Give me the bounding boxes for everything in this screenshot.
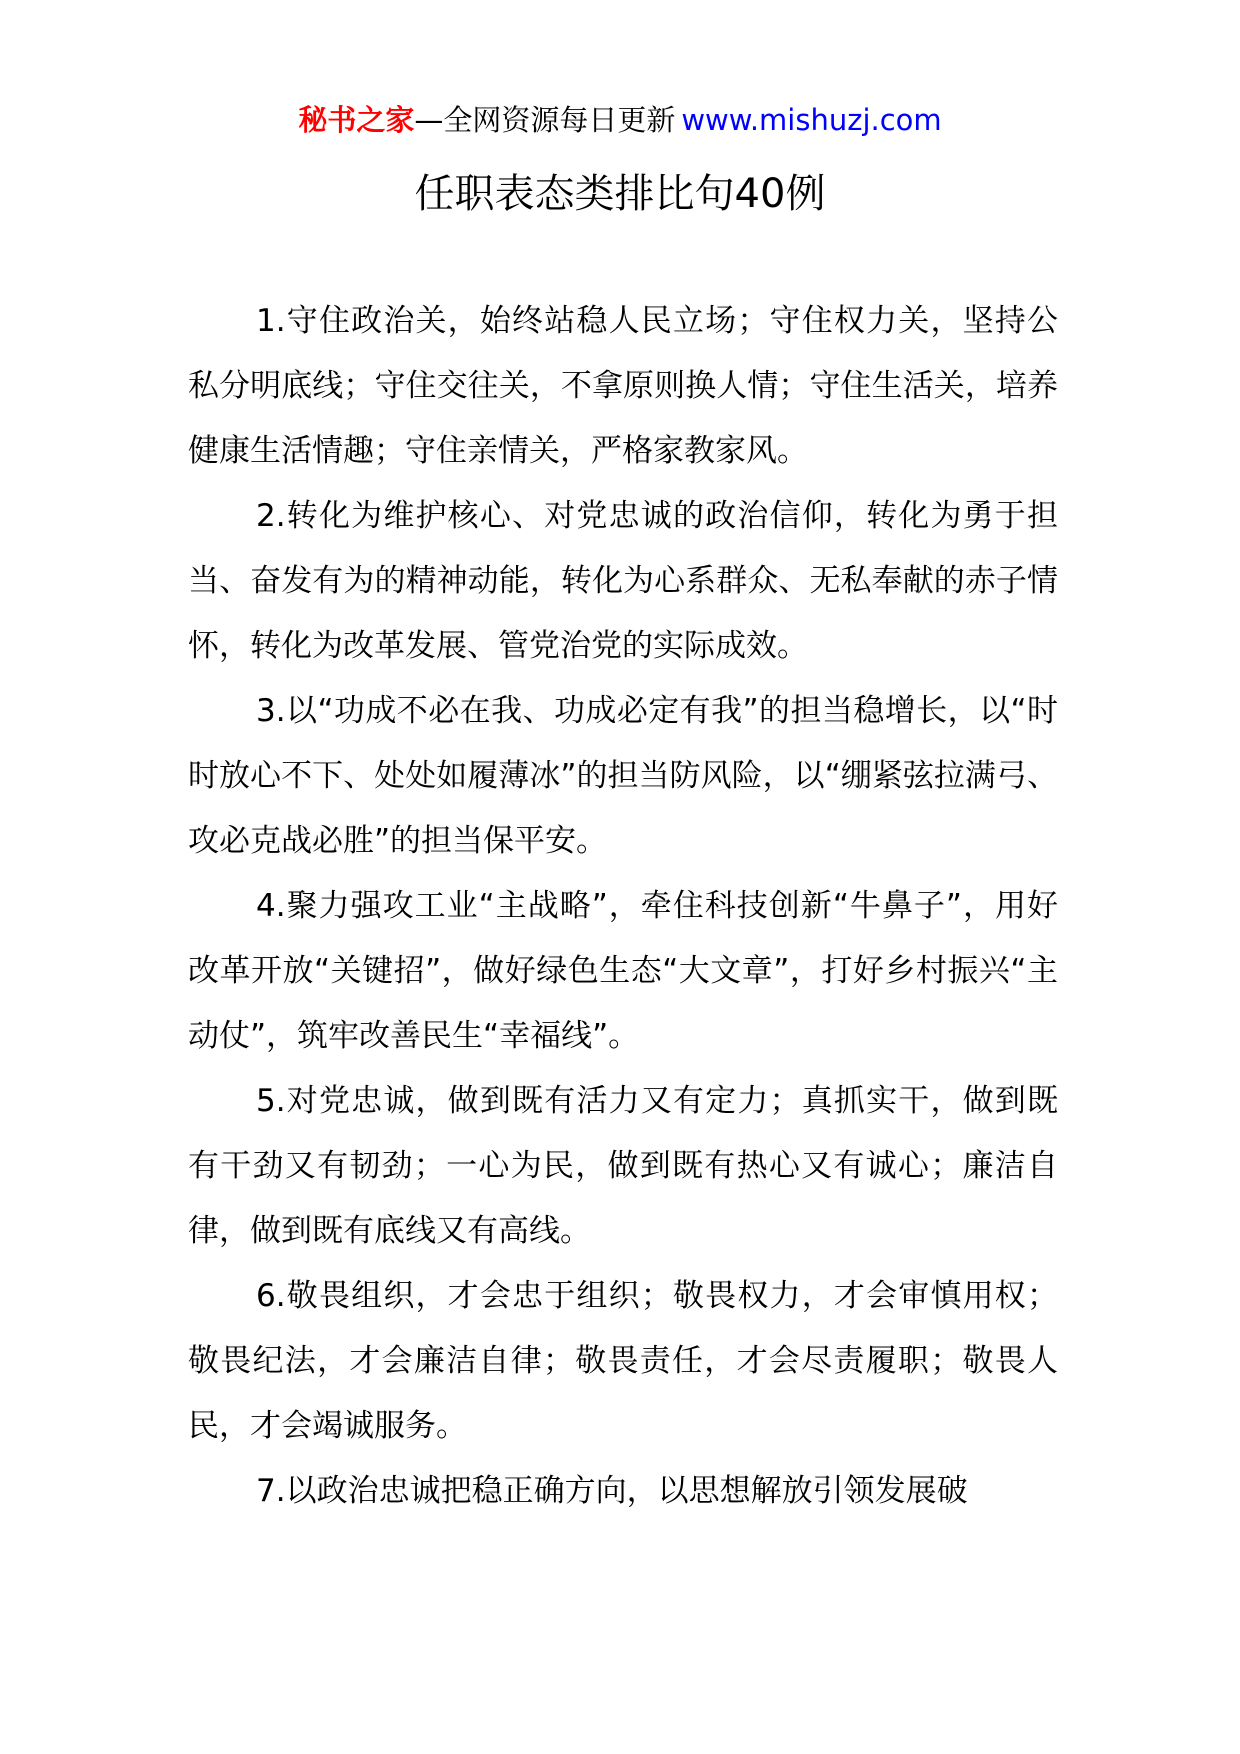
document-body xyxy=(188,289,1058,1524)
paragraph-6: 6.敬畏组织，才会忠于组织；敬畏权力，才会审慎用权；敬畏纪法，才会廉洁自律；敬畏责任，才会尽责履职；敬畏人民，才会竭诚服务。 xyxy=(188,1278,1058,1444)
paragraph-2: 2.转化为维护核心、对党忠诚的政治信仰，转化为勇于担当、奋发有为的精神动能，转化为心系群众、无私奉献的赤子情怀，转化为改革发展、管党治党的实际成效。 xyxy=(188,498,1058,664)
document-title: 任职表态类排比句40例 xyxy=(414,171,826,217)
header-tagline: —全网资源每日更新 xyxy=(414,103,676,137)
site-url-link[interactable]: www.mishuzj.com xyxy=(681,103,942,137)
paragraph-5: 5.对党忠诚，做到既有活力又有定力；真抓实干，做到既有干劲又有韧劲；一心为民，做到既有热心又有诚心；廉洁自律，做到既有底线又有高线。 xyxy=(188,1083,1058,1249)
brand-name: 秘书之家 xyxy=(298,103,415,137)
paragraph-4: 4.聚力强攻工业“主战略”，牵住科技创新“牛鼻子”，用好改革开放“关键招”，做好绿色生态“大文章”，打好乡村振兴“主动仗”，筑牢改善民生“幸福线”。 xyxy=(188,888,1058,1054)
paragraph-3: 3.以“功成不必在我、功成必定有我”的担当稳增长，以“时时放心不下、处处如履薄冰”的担当防风险，以“绷紧弦拉满弓、攻必克战必胜”的担当保平安。 xyxy=(188,693,1058,859)
page-header xyxy=(0,100,1240,140)
paragraph-7: 7.以政治忠诚把稳正确方向，以思想解放引领发展破 xyxy=(256,1473,968,1509)
paragraph-1: 1.守住政治关，始终站稳人民立场；守住权力关，坚持公私分明底线；守住交往关，不拿原则换人情；守住生活关，培养健康生活情趣；守住亲情关，严格家教家风。 xyxy=(188,303,1058,469)
